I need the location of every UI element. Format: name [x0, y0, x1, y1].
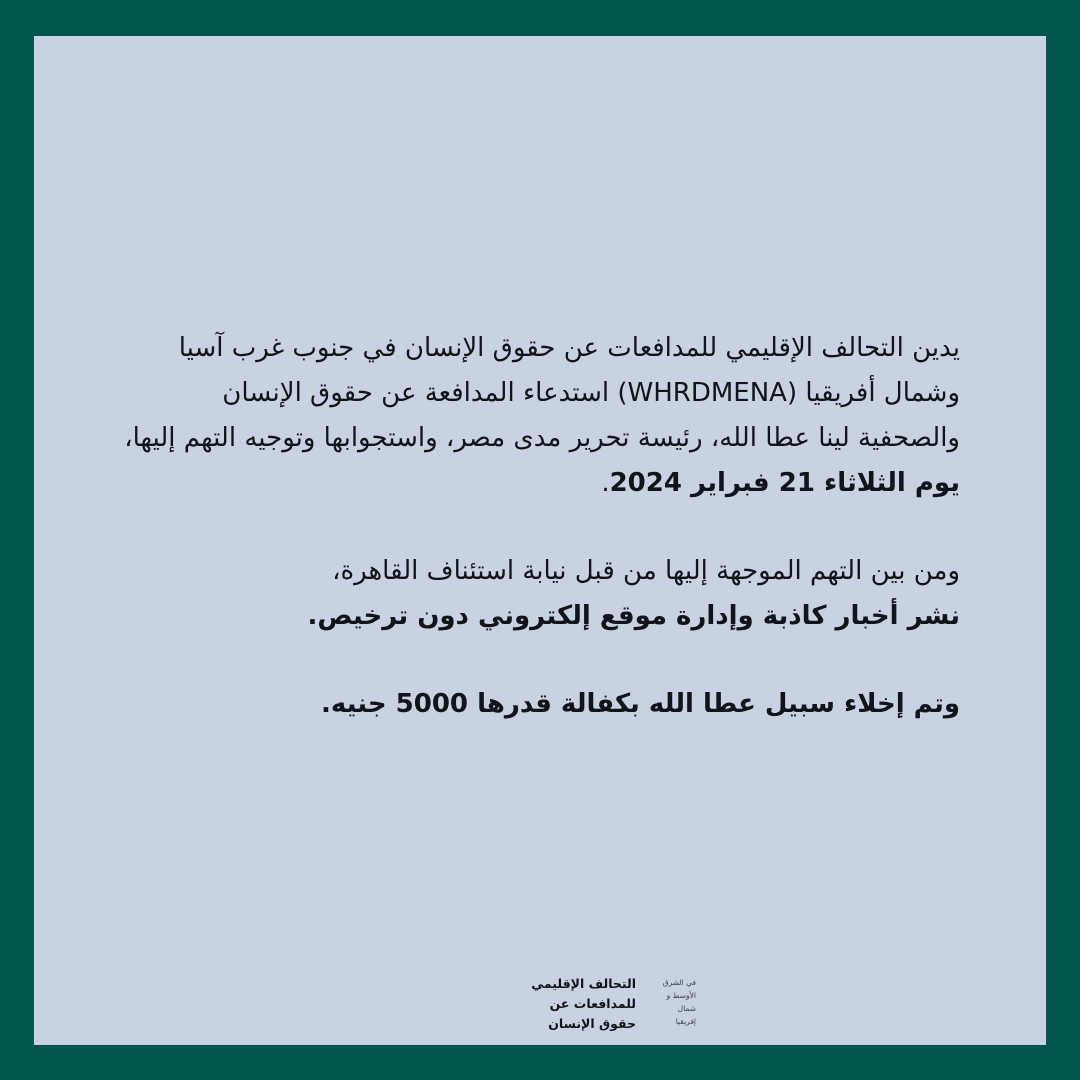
statement-card [34, 36, 1046, 1045]
statement-paragraph-3 [120, 682, 960, 727]
statement-p1-text2: ) استدعاء المدافعة عن حقوق الإنسان والصحفية لينا عطا الله، رئيسة تحرير مدى مصر، واستجوابها وتوجيه التهم إليها، [124, 378, 960, 453]
logo-sub-text [638, 976, 696, 1028]
statement-p2-text: ومن بين التهم الموجهة إليها من قبل نيابة استئناف القاهرة، [332, 556, 960, 586]
logo-main-text [496, 974, 636, 1034]
statement-p1-text: يدين التحالف الإقليمي للمدافعات عن حقوق الإنسان في جنوب غرب آسيا وشمال أفريقيا ( [178, 333, 960, 408]
coalition-logo [446, 974, 696, 1038]
statement-body [120, 326, 960, 770]
statement-date: يوم الثلاثاء 21 فبراير 2024 [609, 468, 960, 498]
logo-line-1: التحالف الإقليمي [531, 976, 636, 991]
logo-sub-4: إفريقيا [675, 1017, 696, 1026]
statement-charges: نشر أخبار كاذبة وإدارة موقع إلكتروني دون ترخيص. [307, 601, 960, 631]
statement-acronym: WHRDMENA [627, 378, 787, 408]
logo-sub-1: في الشرق [662, 978, 696, 987]
statement-paragraph-2 [120, 549, 960, 639]
logo-line-2: للمدافعات عن [549, 996, 636, 1011]
statement-paragraph-1 [120, 326, 960, 506]
logo-sub-3: شمال [677, 1004, 696, 1013]
logo-sub-2: الأوسط و [666, 991, 696, 1000]
logo-line-3: حقوق الإنسان [548, 1016, 636, 1031]
statement-p1-end: . [601, 468, 610, 498]
statement-release: وتم إخلاء سبيل عطا الله بكفالة قدرها 5000 جنيه. [320, 689, 960, 719]
